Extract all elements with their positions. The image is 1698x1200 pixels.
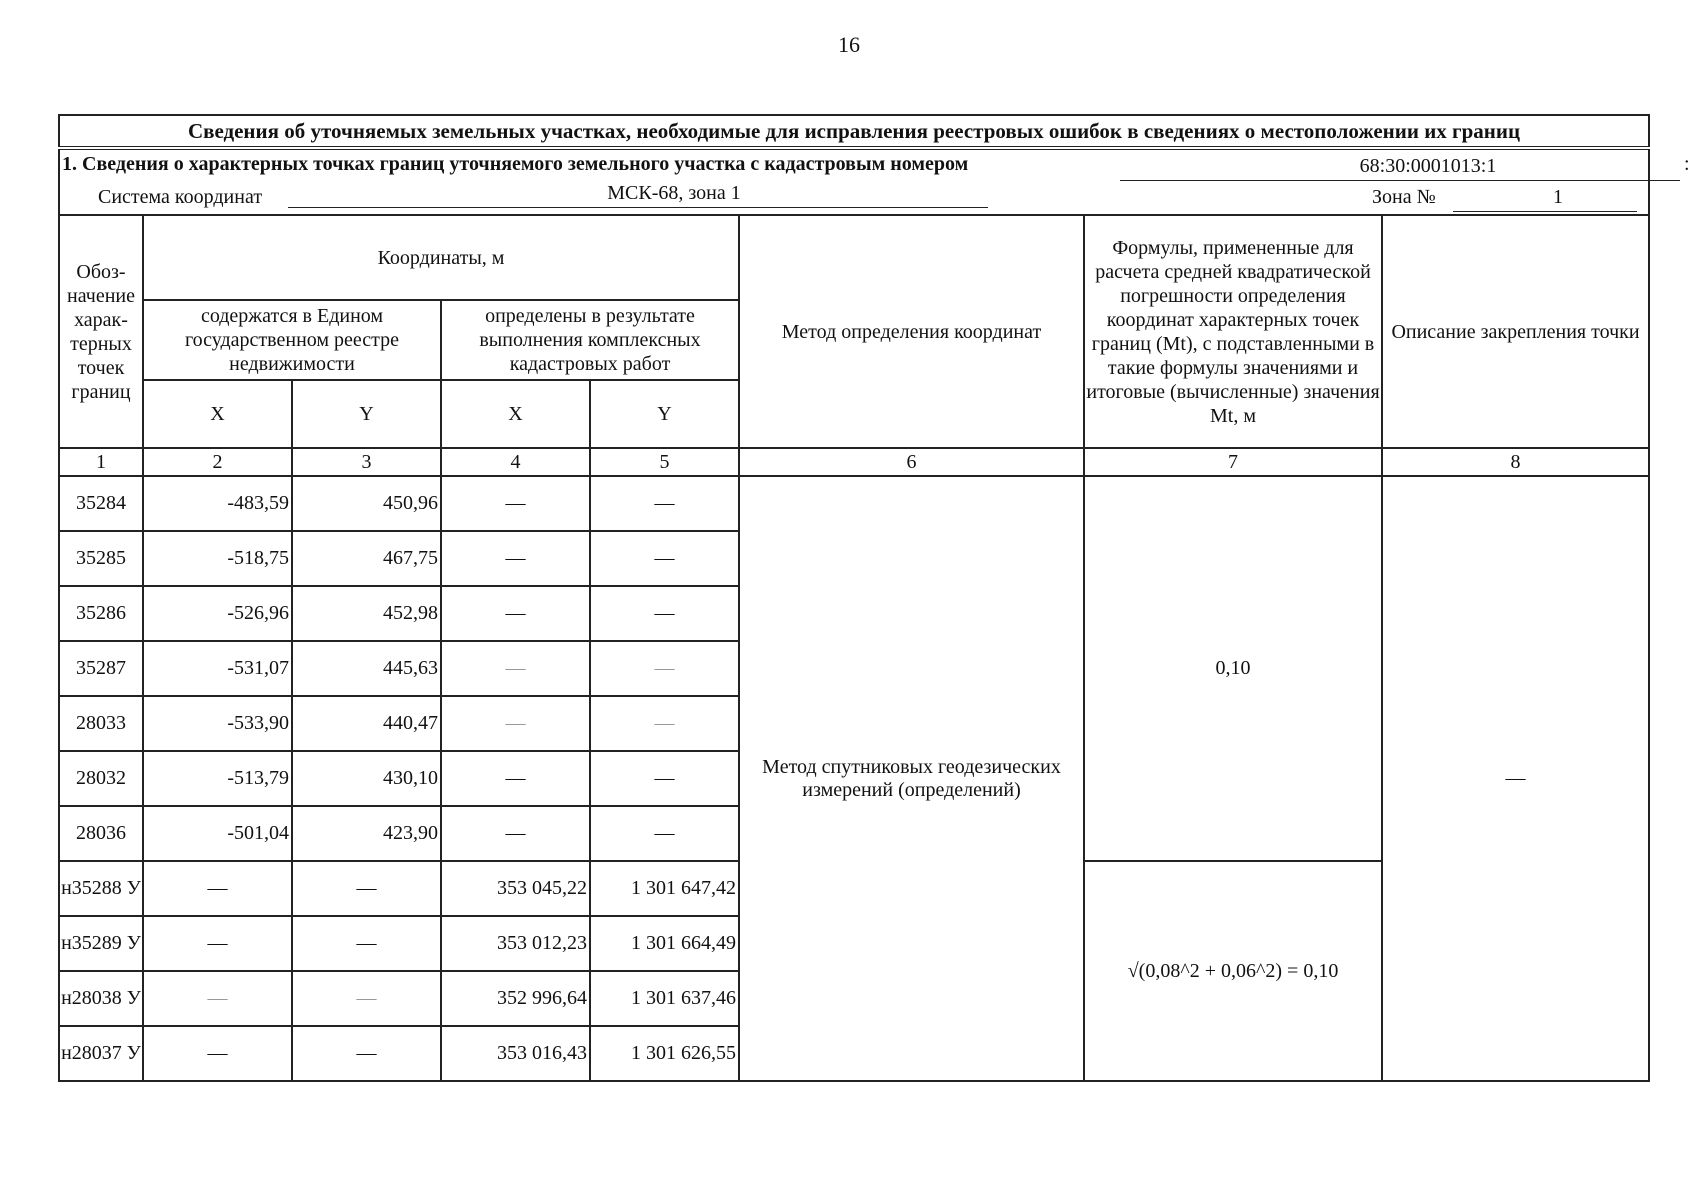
kkr-x: —: [441, 586, 590, 641]
kkr-y: 1 301 637,46: [590, 971, 739, 1026]
header-x-egrn: X: [143, 380, 292, 448]
point-id: н35288 У: [59, 861, 143, 916]
egrn-y: —: [292, 916, 441, 971]
kkr-x: —: [441, 806, 590, 861]
kkr-x: 353 016,43: [441, 1026, 590, 1081]
egrn-y: 467,75: [292, 531, 441, 586]
kkr-x: —: [441, 641, 590, 696]
point-id: 35286: [59, 586, 143, 641]
point-id: 35285: [59, 531, 143, 586]
header-egrn: содержатся в Едином государственном реестре недвижимости: [143, 300, 441, 380]
header-kkr: определены в результате выполнения комплексных кадастровых работ: [441, 300, 739, 380]
header-y-kkr: Y: [590, 380, 739, 448]
kkr-y: —: [590, 531, 739, 586]
header-x-kkr: X: [441, 380, 590, 448]
egrn-y: 450,96: [292, 476, 441, 531]
egrn-x: —: [143, 971, 292, 1026]
header-designation: Обоз-начение харак-терных точек границ: [59, 215, 143, 448]
mt-existing: 0,10: [1084, 476, 1382, 861]
kkr-x: 352 996,64: [441, 971, 590, 1026]
egrn-y: —: [292, 971, 441, 1026]
egrn-y: 423,90: [292, 806, 441, 861]
egrn-y: —: [292, 1026, 441, 1081]
method-value: Метод спутниковых геодезических измерений (определений): [739, 476, 1084, 1081]
kkr-y: —: [590, 806, 739, 861]
egrn-x: -518,75: [143, 531, 292, 586]
description-value: —: [1382, 476, 1649, 1081]
egrn-x: —: [143, 1026, 292, 1081]
egrn-x: -513,79: [143, 751, 292, 806]
point-id: 28032: [59, 751, 143, 806]
kkr-y: —: [590, 751, 739, 806]
point-id: 35284: [59, 476, 143, 531]
egrn-x: -533,90: [143, 696, 292, 751]
point-id: 35287: [59, 641, 143, 696]
egrn-y: 445,63: [292, 641, 441, 696]
column-number: 7: [1084, 448, 1382, 476]
egrn-x: -531,07: [143, 641, 292, 696]
kkr-y: 1 301 626,55: [590, 1026, 739, 1081]
header-description: Описание закрепления точки: [1382, 215, 1649, 448]
kkr-x: 353 045,22: [441, 861, 590, 916]
column-number: 2: [143, 448, 292, 476]
header-method: Метод определения координат: [739, 215, 1084, 448]
zone-underline: [1453, 211, 1637, 212]
point-id: н28037 У: [59, 1026, 143, 1081]
point-id: н35289 У: [59, 916, 143, 971]
table-row: [59, 476, 1649, 531]
header-coordinates: Координаты, м: [143, 215, 739, 300]
egrn-x: -483,59: [143, 476, 292, 531]
zone-value: 1: [1553, 186, 1563, 208]
point-id: н28038 У: [59, 971, 143, 1026]
column-number: 3: [292, 448, 441, 476]
header-formulas: Формулы, примененные для расчета средней квадратической погрешности определения координат характерных точек границ (Mt), с подставленными в такие формулы значениями и итоговые (вычисленные) значения Mt, м: [1084, 215, 1382, 448]
column-number: 1: [59, 448, 143, 476]
egrn-y: 452,98: [292, 586, 441, 641]
kkr-x: —: [441, 696, 590, 751]
cadastral-number: 68:30:0001013:1: [1359, 155, 1497, 177]
egrn-y: 440,47: [292, 696, 441, 751]
header-y-egrn: Y: [292, 380, 441, 448]
column-number: 8: [1382, 448, 1649, 476]
egrn-x: —: [143, 861, 292, 916]
kkr-x: —: [441, 531, 590, 586]
kkr-y: 1 301 647,42: [590, 861, 739, 916]
kkr-y: —: [590, 641, 739, 696]
egrn-x: —: [143, 916, 292, 971]
kkr-x: —: [441, 476, 590, 531]
kkr-y: 1 301 664,49: [590, 916, 739, 971]
zone-label: Зона №: [1372, 186, 1436, 208]
kkr-x: —: [441, 751, 590, 806]
boundary-points-table: [58, 114, 1690, 1082]
egrn-x: -526,96: [143, 586, 292, 641]
page-number: 16: [838, 32, 860, 57]
column-number: 6: [739, 448, 1084, 476]
coord-system-value: МСК-68, зона 1: [607, 182, 741, 204]
mt-formula: √(0,08^2 + 0,06^2) = 0,10: [1084, 861, 1382, 1081]
kkr-y: —: [590, 696, 739, 751]
kkr-y: —: [590, 586, 739, 641]
egrn-y: —: [292, 861, 441, 916]
main-title: Сведения об уточняемых земельных участках, необходимые для исправления реестровых ошибок в сведениях о местоположении их границ: [59, 115, 1649, 148]
coord-system-label: Система координат: [98, 186, 263, 208]
column-number: 5: [590, 448, 739, 476]
point-id: 28033: [59, 696, 143, 751]
egrn-x: -501,04: [143, 806, 292, 861]
cadastral-colon: :: [1684, 153, 1690, 175]
section-info: [59, 148, 1690, 215]
cadastral-underline: [1120, 180, 1680, 181]
coord-system-underline: [288, 207, 988, 208]
point-id: 28036: [59, 806, 143, 861]
kkr-x: 353 012,23: [441, 916, 590, 971]
section-title: 1. Сведения о характерных точках границ уточняемого земельного участка с кадастровым номером: [62, 153, 969, 175]
column-number: 4: [441, 448, 590, 476]
egrn-y: 430,10: [292, 751, 441, 806]
kkr-y: —: [590, 476, 739, 531]
